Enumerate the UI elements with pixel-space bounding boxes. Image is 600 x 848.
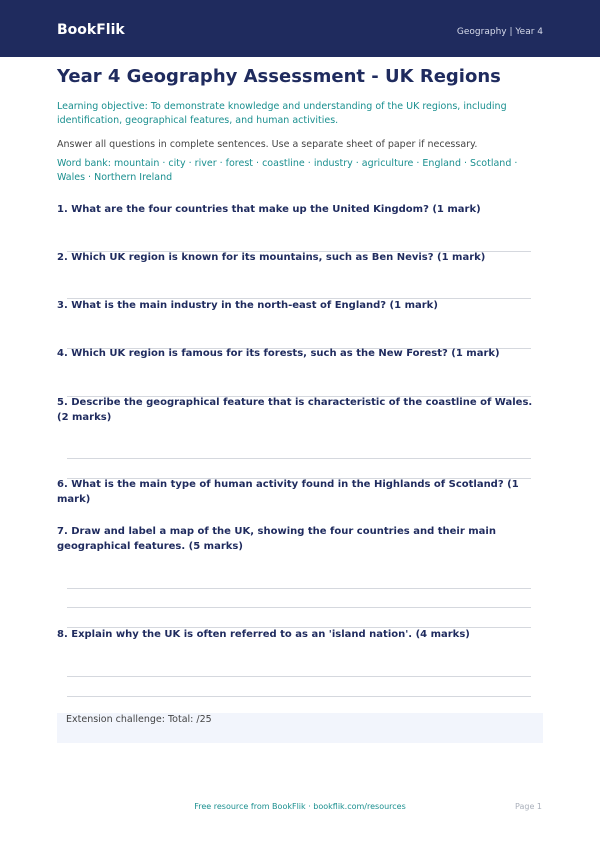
brand-logo-text: BookFlik [57, 22, 125, 38]
answer-line [67, 478, 531, 479]
page-number: Page 1 [515, 802, 542, 811]
question-8: 8. Explain why the UK is often referred to as an 'island nation'. (4 marks) [57, 629, 470, 640]
learning-objective: Learning objective: To demonstrate knowledge and understanding of the UK regions, including identification, geographical features, and human activities. [57, 101, 507, 126]
extension-challenge-box [57, 713, 543, 743]
footer-resource-link[interactable]: Free resource from BookFlik · bookflik.com/resources [194, 802, 406, 811]
word-bank: Word bank: mountain · city · river · forest · coastline · industry · agriculture · England · Scotland · Wales · Northern Ireland [57, 158, 518, 183]
page-header [0, 0, 600, 57]
subject-year-label: Geography | Year 4 [456, 27, 543, 37]
answer-line [67, 696, 531, 697]
answer-line [67, 458, 531, 459]
question-4: 4. Which UK region is famous for its forests, such as the New Forest? (1 mark) [57, 348, 500, 359]
page-title: Year 4 Geography Assessment - UK Regions [57, 66, 501, 87]
answer-line [67, 607, 531, 608]
question-6: 6. What is the main type of human activity found in the Highlands of Scotland? (1 mark) [57, 479, 519, 505]
instructions: Answer all questions in complete sentences. Use a separate sheet of paper if necessary. [57, 139, 478, 150]
answer-line [67, 676, 531, 677]
question-5: 5. Describe the geographical feature that is characteristic of the coastline of Wales. (2 marks) [57, 397, 533, 423]
extension-challenge-text: Extension challenge: Total: /25 [66, 714, 212, 725]
question-1: 1. What are the four countries that make up the United Kingdom? (1 mark) [57, 204, 481, 215]
question-3: 3. What is the main industry in the north-east of England? (1 mark) [57, 300, 438, 311]
question-2: 2. Which UK region is known for its mountains, such as Ben Nevis? (1 mark) [57, 252, 486, 263]
question-7: 7. Draw and label a map of the UK, showing the four countries and their main geographical features. (5 marks) [57, 526, 496, 552]
answer-line [67, 588, 531, 589]
